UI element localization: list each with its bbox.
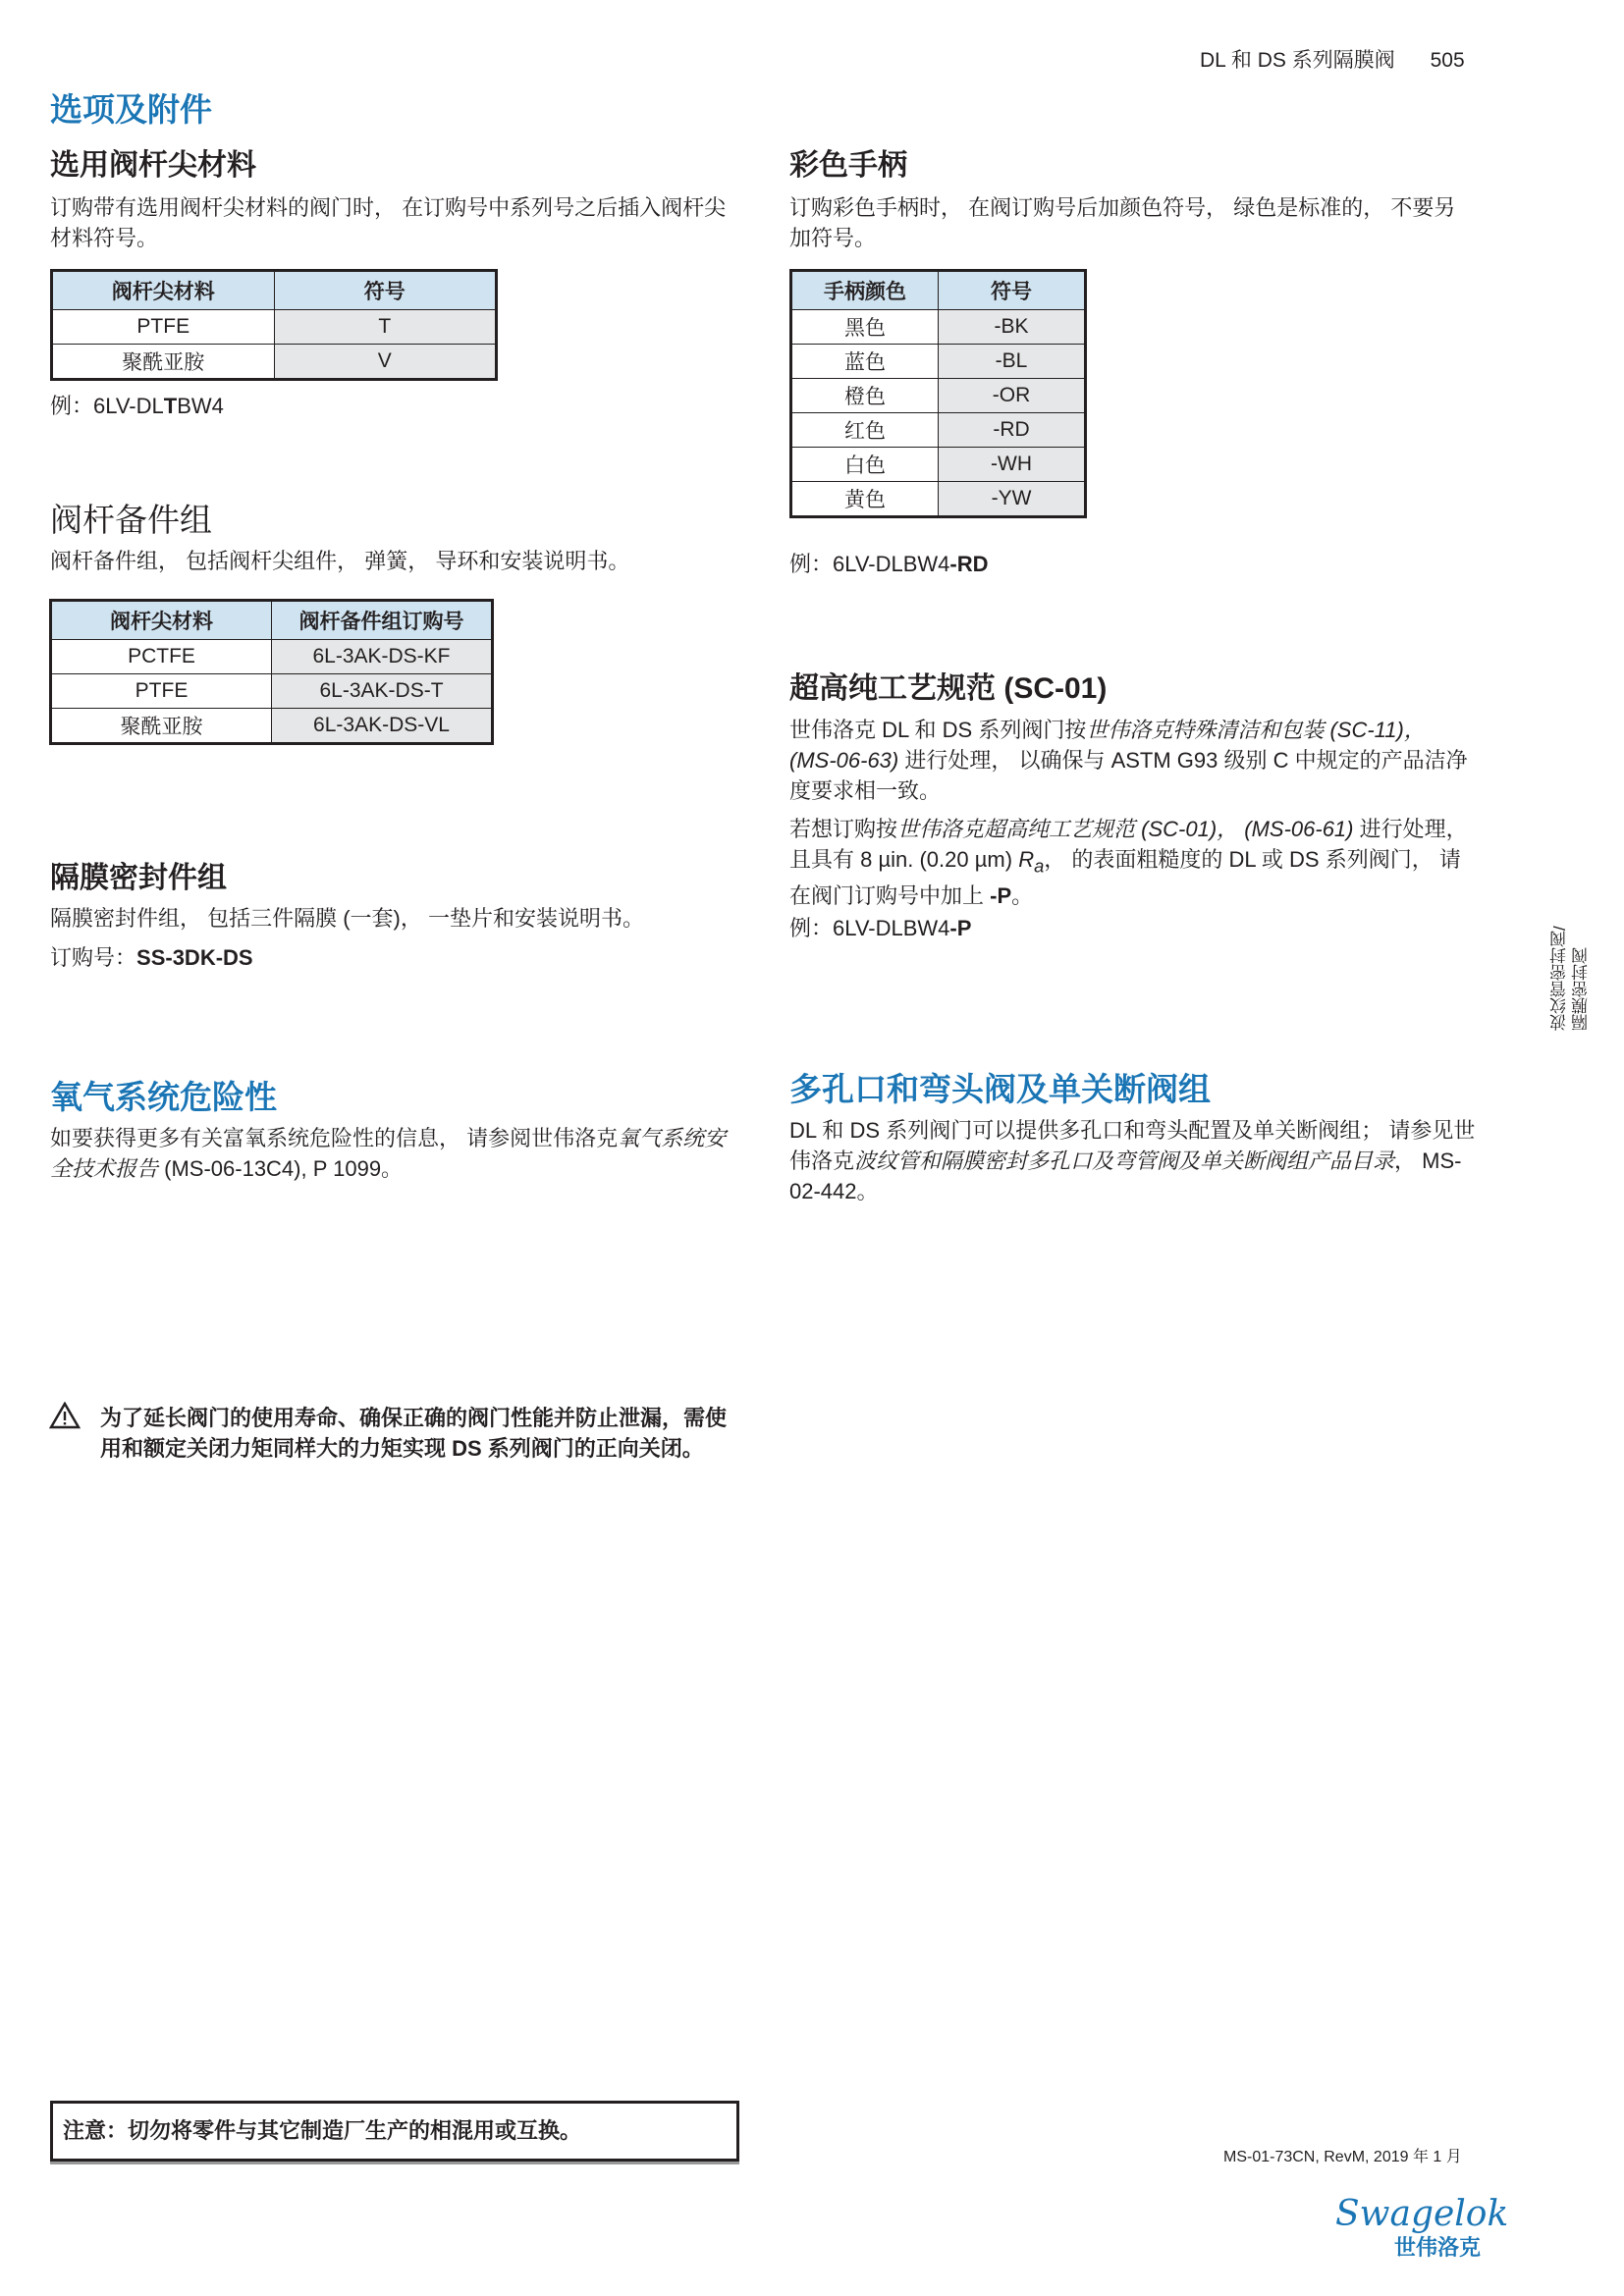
- stem-tip-heading: 选用阀杆尖材料: [50, 149, 256, 182]
- text: 。: [1011, 883, 1034, 909]
- example-text: 例：6LV-DL: [50, 394, 164, 418]
- text: (MS-06-13C4), P 1099。: [158, 1156, 404, 1181]
- cell: -BK: [939, 310, 1086, 345]
- cell: 黄色: [791, 482, 939, 517]
- col-header: 阀杆尖材料: [52, 271, 275, 310]
- warning-triangle-icon: [49, 1402, 81, 1434]
- cell: 蓝色: [791, 345, 939, 379]
- cell: 6L-3AK-DS-T: [272, 674, 493, 709]
- cell: 6L-3AK-DS-KF: [272, 640, 493, 674]
- handles-desc: 订购彩色手柄时， 在阀订购号后加颜色符号， 绿色是标准的， 不要另加符号。: [789, 195, 1456, 250]
- text: ， MS-02-442。: [789, 1148, 1462, 1203]
- cell: 红色: [791, 413, 939, 448]
- col-header: 手柄颜色: [791, 271, 939, 310]
- example-text: BW4: [177, 394, 224, 418]
- uhp-example: [789, 913, 971, 943]
- spec-ref: 世伟洛克超高纯工艺规范 (SC-01)， (MS-06-61): [897, 817, 1354, 841]
- table-row: [51, 709, 493, 744]
- page-number: 505: [1430, 49, 1465, 72]
- report-title: 氧气系统安全技术报告: [50, 1126, 727, 1181]
- stem-tip-table: [50, 269, 498, 381]
- cell: T: [274, 310, 497, 345]
- cell: -WH: [939, 448, 1086, 482]
- cell: -RD: [939, 413, 1086, 448]
- oxygen-desc: [50, 1123, 747, 1184]
- cell: 白色: [791, 448, 939, 482]
- text: 进行处理， 以确保与 ASTM G93 级别 C 中规定的产品洁净度要求相一致。: [789, 748, 1468, 803]
- stem-kit-desc: 阀杆备件组， 包括阀杆尖组件， 弹簧， 导环和安装说明书。: [50, 549, 630, 573]
- note-box: [50, 2101, 739, 2162]
- table-row: [51, 674, 493, 709]
- text: ， 的表面粗糙度的 DL 或 DS 系列阀门， 请在阀门订购号中加上: [789, 847, 1461, 909]
- cell: PTFE: [52, 310, 275, 345]
- header-title: DL 和 DS 系列隔膜阀: [1200, 49, 1395, 72]
- cell: -YW: [939, 482, 1086, 517]
- text: 若想订购按: [789, 817, 898, 841]
- example-text: 例：6LV-DLBW4: [789, 916, 950, 940]
- cell: -OR: [939, 379, 1086, 413]
- order-number: SS-3DK-DS: [136, 945, 253, 970]
- side-tab-line: 波纹管密封阀/: [1550, 926, 1569, 1031]
- cell: 6L-3AK-DS-VL: [272, 709, 493, 744]
- table-row: [791, 482, 1086, 517]
- note-text: 注意：切勿将零件与其它制造厂生产的相混用或互换。: [63, 2118, 582, 2143]
- diaphragm-kit-order: [50, 942, 253, 973]
- handles-table: [789, 269, 1087, 518]
- table-row: [791, 413, 1086, 448]
- multiport-heading: 多孔口和弯头阀及单关断阀组: [789, 1071, 1211, 1107]
- text: 世伟洛克 DL 和 DS 系列阀门按: [789, 718, 1087, 742]
- cell: 聚酰亚胺: [52, 345, 275, 380]
- stem-kit-table: [49, 599, 494, 745]
- cell: -BL: [939, 345, 1086, 379]
- cell: V: [274, 345, 497, 380]
- table-row: [791, 310, 1086, 345]
- example-code: -RD: [949, 552, 989, 576]
- text: DL 和 DS 系列阀门可以提供多孔口和弯头配置及单关断阀组； 请参见世伟洛克: [789, 1118, 1476, 1173]
- example-code: -P: [949, 916, 972, 940]
- table-row: [52, 345, 497, 380]
- stem-kit-heading: 阀杆备件组: [50, 502, 212, 538]
- multiport-desc: [789, 1115, 1487, 1206]
- warning-text: 为了延长阀门的使用寿命、确保正确的阀门性能并防止泄漏，需使用和额定关闭力矩同样大的力矩实现 DS 系列阀门的正向关闭。: [100, 1406, 728, 1461]
- logo-en: Swagelok: [1335, 2194, 1509, 2234]
- diaphragm-kit-heading: 隔膜密封件组: [50, 862, 227, 894]
- spec-ref: 世伟洛克特殊清洁和包装 (SC-11)， (MS-06-63): [789, 718, 1426, 773]
- ra-subscript: a: [1034, 855, 1045, 877]
- stem-tip-desc: 订购带有选用阀杆尖材料的阀门时， 在订购号中系列号之后插入阀杆尖材料符号。: [50, 195, 727, 250]
- uhp-para-1: [789, 715, 1477, 806]
- suffix-code: -P: [990, 883, 1012, 909]
- table-row: [791, 379, 1086, 413]
- table-row: [51, 640, 493, 674]
- section-title: 选项及附件: [50, 91, 212, 128]
- text: 进行处理， 且具有 8 µin. (0.20 µm): [789, 817, 1468, 872]
- col-header: 符号: [939, 271, 1086, 310]
- example-code: T: [163, 394, 178, 418]
- example-text: 例：6LV-DLBW4: [789, 552, 950, 576]
- ra-symbol: R: [1018, 847, 1035, 872]
- stem-tip-example: [50, 391, 224, 421]
- diaphragm-kit-desc: 隔膜密封件组， 包括三件隔膜 (一套)， 一垫片和安装说明书。: [50, 906, 644, 931]
- uhp-para-2: [789, 814, 1477, 911]
- logo-cn: 世伟洛克: [1393, 2235, 1481, 2260]
- handles-heading: 彩色手柄: [789, 149, 907, 182]
- catalog-title: 波纹管和隔膜密封多孔口及弯管阀及单关断阀组产品目录: [854, 1148, 1395, 1173]
- handles-example: [789, 549, 989, 579]
- running-header: [1200, 44, 1465, 74]
- swagelok-logo: [1335, 2194, 1509, 2262]
- document-id: MS-01-73CN, RevM, 2019 年 1 月: [1223, 2149, 1462, 2165]
- cell: 聚酰亚胺: [51, 709, 272, 744]
- table-row: [791, 448, 1086, 482]
- col-header: 阀杆尖材料: [51, 601, 272, 640]
- side-tab-line: 隔膜密封阀: [1572, 947, 1591, 1031]
- side-tab: [1549, 913, 1593, 1031]
- text: 如要获得更多有关富氧系统危险性的信息， 请参阅世伟洛克: [50, 1126, 619, 1150]
- cell: 黑色: [791, 310, 939, 345]
- uhp-heading: 超高纯工艺规范 (SC-01): [789, 672, 1108, 705]
- cell: PCTFE: [51, 640, 272, 674]
- order-label: 订购号：: [50, 945, 137, 970]
- oxygen-heading: 氧气系统危险性: [50, 1079, 277, 1115]
- cell: PTFE: [51, 674, 272, 709]
- table-row: [52, 310, 497, 345]
- cell: 橙色: [791, 379, 939, 413]
- col-header: 阀杆备件组订购号: [272, 601, 493, 640]
- table-row: [791, 345, 1086, 379]
- col-header: 符号: [274, 271, 497, 310]
